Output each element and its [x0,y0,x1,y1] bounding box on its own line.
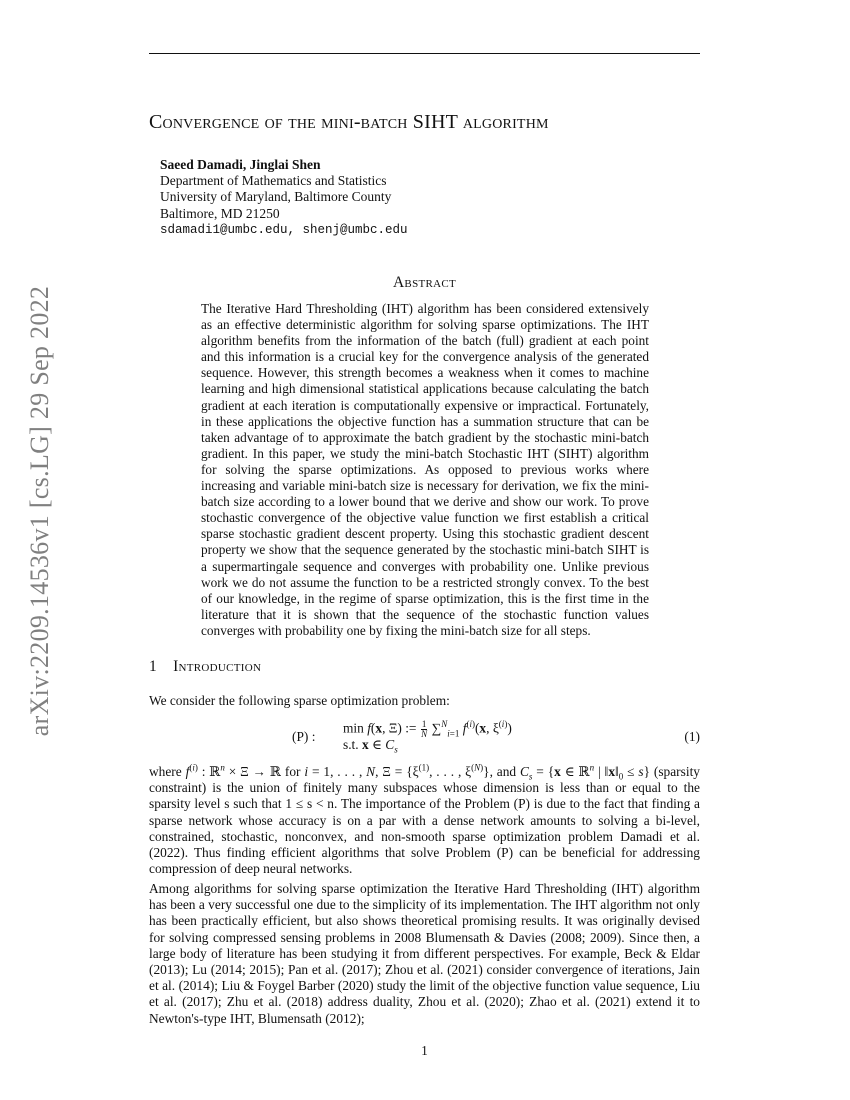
author-city: Baltimore, MD 21250 [160,205,280,221]
intro-lead-sentence: We consider the following sparse optimization problem: [149,693,450,708]
author-university: University of Maryland, Baltimore County [160,189,392,205]
top-rule [149,53,700,54]
arxiv-identifier[interactable]: arXiv:2209.14536v1 [cs.LG] 29 Sep 2022 [25,285,54,737]
equation-label: (P) : [292,729,316,744]
section-title: Introduction [173,658,262,675]
intro-paragraph-3: Among algorithms for solving sparse optimization the Iterative Hard Thresholding (IHT) algorithm has been a very successful one due to the simplicity of its implementation. The IHT algorithm not only has been practically efficient, but also shows theoretical promising results. It was originally devised for solving compressed sensing problems in 2008 Blumensath & Davies (2008; 2009). Since then, a large body of literature has been studying it from different perspectives. For example, Beck & Eldar (2013); Lu (2014; 2015); Pan et al. (2017); Zhou et al. (2021) consider convergence of iterations, Jain et al. (2014); Liu & Foygel Barber (2020) study the limit of the objective function value sequence, Liu et al. (2017); Zhu et al. (2018) address duality, Zhou et al. (2020); Zhao et al. (2021) extend it to Newton's-type IHT, Blumensath (2012); [149,881,700,1026]
equation-number: (1) [684,729,700,744]
arxiv-sidebar-stamp [10,266,70,756]
author-emails[interactable]: sdamadi1@umbc.edu, shenj@umbc.edu [160,222,408,237]
equation-constraint: s.t. x ∈ $C_s$ [343,737,398,755]
paper-title: Convergence of the mini-batch SIHT algorithm [149,111,549,133]
intro-paragraph-2: where $f^{(i)}$ : ℝ$^n$ × Ξ → ℝ for i = 1, . . . , N, $\Xi = \{\xi^{(1)}$, . . . , $\xi^{(N)}$}, and $C_s = \{x$ ∈ ℝ$^n$ | $‖x‖_0 \le s$} (sparsity constraint) is the union of finitely many subspaces whose dimension is less than or equal to the sparsity level s such that 1 ≤ s < n. The importance of the Problem (P) is due to the fact that finding a sparse network whose accuracy is on a par with a dense network amounts to solving a bi-level, constrained, stochastic, nonconvex, and non-smooth sparse optimization problem Damadi et al. (2022). Thus finding efficient algorithms that solve Problem (P) can be beneficial for addressing compression of deep neural networks. [149,762,700,877]
author-names: Saeed Damadi, Jinglai Shen [160,157,321,172]
section-number: 1 [149,658,158,675]
author-block [160,157,408,238]
abstract-text: The Iterative Hard Thresholding (IHT) algorithm has been considered extensively as an effective deterministic algorithm for solving sparse optimizations. The IHT algorithm benefits from the information of the batch (full) gradient at each point and this information is a crucial key for the convergence analysis of the generated sequence. However, this strength becomes a weakness when it comes to machine learning and high dimensional statistical applications because calculating the batch gradient at each iteration is computationally expensive or impractical. Fortunately, in these applications the objective function has a summation structure that can be taken advantage of to approximate the batch gradient by the stochastic mini-batch gradient. In this paper, we study the mini-batch Stochastic IHT (SIHT) algorithm for solving the sparse optimizations. As opposed to previous works where increasing and variable mini-batch size is necessary for derivation, we fix the mini-batch size according to a lower bound that we derive and show our work. To prove stochastic convergence of the objective value function we first establish a critical sparse stochastic gradient descent property. Using this stochastic gradient descent property we show that the sequence generated by the stochastic mini-batch SIHT is a supermartingale sequence and converges with probability one. Unlike previous work we do not assume the function to be a restricted strongly convex. To the best of our knowledge, in the regime of sparse optimization, this is the first time in the literature that it is shown that the sequence of the stochastic function values converges with probability one by fixing the mini-batch size for all steps. [201,301,649,638]
author-department: Department of Mathematics and Statistics [160,173,387,189]
intro-paragraph-2-text: (sparsity constraint) is the union of finitely many subspaces whose dimension is less than or equal to the sparsity level s such that 1 ≤ s < n. The importance of the Problem (P) is due to the fact that finding a sparse network whose accuracy is on a par with a dense network amounts to solving a bi-level, constrained, stochastic, nonconvex, and non-smooth sparse optimization problem Damadi et al. (2022). Thus finding efficient algorithms that solve Problem (P) can be beneficial for addressing compression of deep neural networks. [149,764,700,877]
abstract-heading: Abstract [392,274,457,291]
equation-1 [149,719,700,755]
page-number: 1 [421,1043,428,1058]
equation-objective: min f(x, Ξ) := $\frac{1}{N}$ ∑$^N_{i=1}$ $f^{(i)}(x$, $\xi^{(i)}$) [343,719,512,739]
section-heading-introduction [149,658,261,676]
